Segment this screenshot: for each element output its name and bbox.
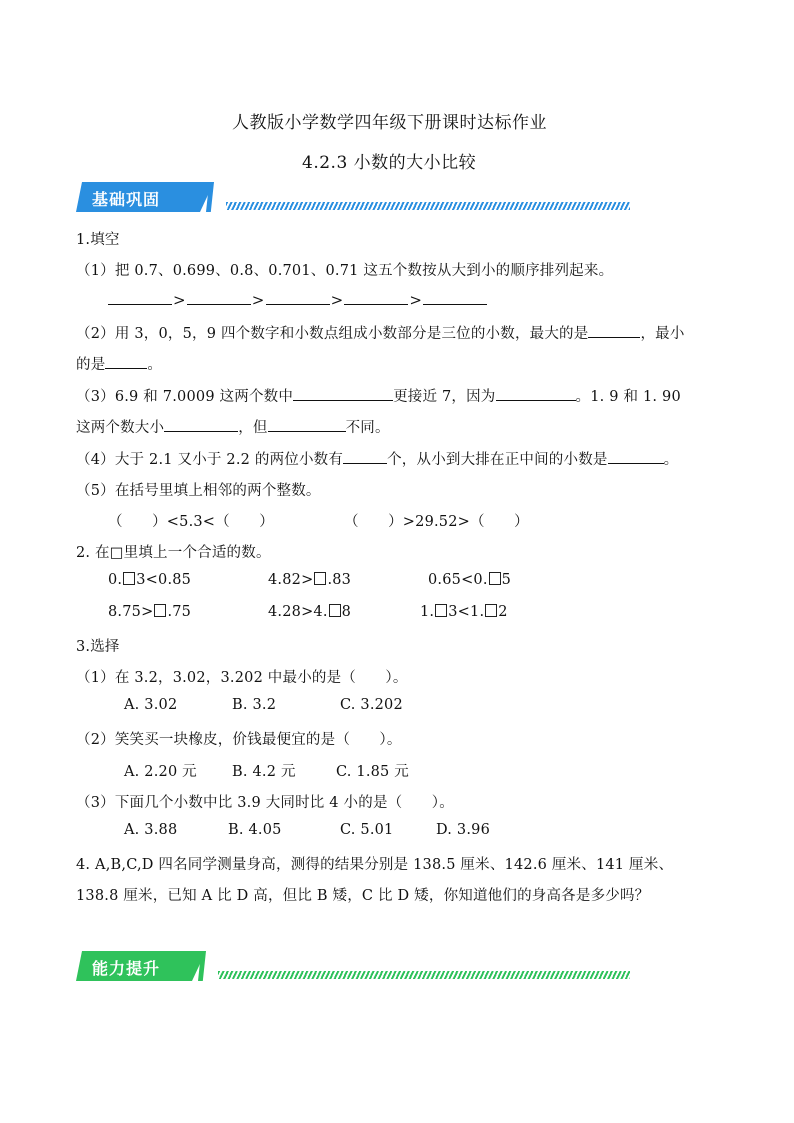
- fill-box[interactable]: [329, 604, 341, 617]
- answer-blank[interactable]: [423, 290, 487, 305]
- q3-stem-2: （2）笑笑买一块橡皮，价钱最便宜的是（ ）。: [76, 732, 402, 748]
- gt-sign: >: [251, 291, 265, 309]
- fill-box[interactable]: [314, 572, 326, 585]
- answer-blank[interactable]: [268, 417, 346, 432]
- text: .83: [327, 572, 352, 588]
- banner-label: 基础巩固: [92, 190, 161, 209]
- text: 4.82>: [268, 572, 314, 588]
- banner-hatch: [226, 202, 630, 210]
- q3-option[interactable]: A. 3.88: [124, 822, 178, 838]
- fill-box[interactable]: [123, 572, 135, 585]
- text: ，最小: [640, 326, 685, 342]
- answer-blank[interactable]: [164, 417, 238, 432]
- text: 8: [341, 604, 352, 620]
- q3-option[interactable]: D. 3.96: [436, 822, 491, 838]
- text: 8.75>: [108, 604, 154, 620]
- q4-line-2: 138.8 厘米，已知 A 比 D 高，但比 B 矮，C 比 D 矮，你知道他们的身高各是多少吗？: [76, 888, 650, 904]
- q1-part3-line2: [76, 416, 390, 437]
- text: 0.65<0.: [428, 572, 488, 588]
- q2-item: [108, 604, 191, 620]
- text: 的是: [76, 357, 106, 373]
- text: 3<0.85: [136, 572, 192, 588]
- text: 个，从小到大排在正中间的小数是: [387, 452, 608, 468]
- answer-blank[interactable]: [105, 354, 147, 369]
- q3-option[interactable]: B. 4.05: [228, 822, 282, 838]
- banner-hatch: [218, 971, 630, 979]
- q3-stem-3: （3）下面几个小数中比 3.9 大同时比 4 小的是（ ）。: [76, 795, 454, 811]
- text: 。: [663, 452, 679, 468]
- q3-option[interactable]: C. 1.85 元: [336, 764, 409, 780]
- q1-part5-right: （ ）>29.52>（ ）: [344, 514, 529, 530]
- fill-box[interactable]: [485, 604, 497, 617]
- page-subtitle: 4.2.3 小数的大小比较: [302, 153, 477, 173]
- fill-box[interactable]: [435, 604, 447, 617]
- text: 4.28>4.: [268, 604, 328, 620]
- text: ，但: [238, 420, 268, 436]
- answer-blank[interactable]: [496, 386, 576, 401]
- text: （4）大于 2.1 又小于 2.2 的两位小数有: [76, 452, 344, 468]
- q3-stem-1: （1）在 3.2，3.02，3.202 中最小的是（ ）。: [76, 670, 408, 686]
- q4-line-1: 4. A,B,C,D 四名同学测量身高，测得的结果分别是 138.5 厘米、142.6 厘米、141 厘米、: [76, 857, 674, 873]
- q2-item: [420, 604, 508, 620]
- fill-box[interactable]: [154, 604, 166, 617]
- q2-item: [268, 572, 351, 588]
- q3-heading: 3.选择: [76, 639, 120, 655]
- text: （2）用 3，0，5，9 四个数字和小数点组成小数部分是三位的小数，最大的是: [76, 326, 589, 342]
- q1-part1-answer-row: [108, 290, 487, 309]
- text: 这两个数大小: [76, 420, 165, 436]
- text: 更接近 7，因为: [393, 389, 496, 405]
- text: 1.: [420, 604, 435, 620]
- q2-item: [428, 572, 511, 588]
- q1-part3-line1: [76, 385, 681, 406]
- q1-part5: （5）在括号里填上相邻的两个整数。: [76, 483, 321, 499]
- gt-sign: >: [173, 291, 186, 309]
- text: 。: [147, 357, 163, 373]
- q1-part2-line1: [76, 322, 685, 343]
- q1-part4: [76, 448, 678, 469]
- answer-blank[interactable]: [588, 323, 640, 338]
- text: 5: [501, 572, 512, 588]
- text: 2: [498, 604, 508, 620]
- answer-blank[interactable]: [344, 290, 408, 305]
- page-title: 人教版小学数学四年级下册课时达标作业: [232, 113, 547, 133]
- section-banner-advanced: [76, 951, 632, 981]
- q1-part2-line2: [76, 353, 162, 374]
- q3-option[interactable]: A. 2.20 元: [124, 764, 197, 780]
- q1-heading: 1.填空: [76, 232, 120, 248]
- answer-blank[interactable]: [108, 290, 172, 305]
- answer-blank[interactable]: [266, 290, 330, 305]
- text: 不同。: [345, 420, 390, 436]
- banner-label: 能力提升: [92, 959, 161, 978]
- text: （3）6.9 和 7.0009 这两个数中: [76, 389, 294, 405]
- gt-sign: >: [330, 291, 344, 309]
- gt-sign: >: [409, 291, 423, 309]
- answer-blank[interactable]: [608, 449, 664, 464]
- q2-heading: 2. 在□里填上一个合适的数。: [76, 545, 271, 561]
- q3-option[interactable]: B. 4.2 元: [232, 764, 296, 780]
- q2-item: [108, 572, 191, 588]
- text: 。1. 9 和 1. 90: [575, 389, 681, 405]
- q3-option[interactable]: C. 3.202: [340, 697, 403, 713]
- q2-item: [268, 604, 351, 620]
- fill-box[interactable]: [489, 572, 501, 585]
- q3-option[interactable]: A. 3.02: [124, 697, 178, 713]
- answer-blank[interactable]: [343, 449, 387, 464]
- q1-part5-left: （ ）<5.3<（ ）: [108, 514, 274, 530]
- section-banner-basic: [76, 182, 632, 212]
- answer-blank[interactable]: [293, 386, 393, 401]
- text: .75: [167, 604, 192, 620]
- q3-option[interactable]: C. 5.01: [340, 822, 394, 838]
- answer-blank[interactable]: [187, 290, 251, 305]
- text: 0.: [108, 572, 123, 588]
- text: 3<1.: [448, 604, 485, 620]
- q1-part1: （1）把 0.7、0.699、0.8、0.701、0.71 这五个数按从大到小的顺序排列起来。: [76, 263, 614, 279]
- q3-option[interactable]: B. 3.2: [232, 697, 277, 713]
